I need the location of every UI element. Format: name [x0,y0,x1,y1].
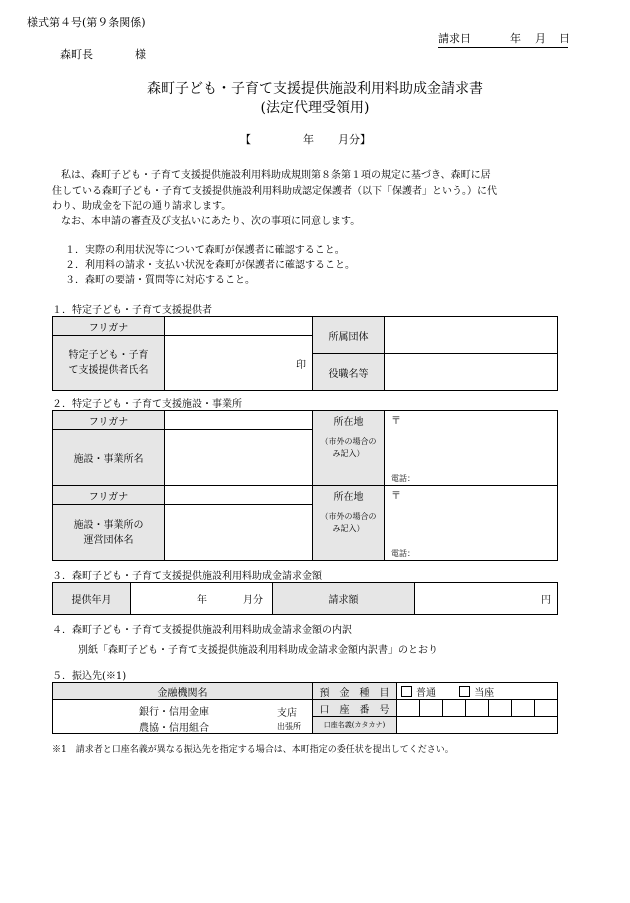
addressee: 森町長 [60,48,93,61]
yen-unit: 円 [541,595,551,606]
intro-line-1: 私は、森町子ども・子育て支援提供施設利用料助成規則第８条第１項の規定に基づき、森町に居 [61,170,491,181]
form-number: 様式第４号(第９条関係) [27,16,146,29]
account-number-label: 口 座 番 号 [313,700,397,717]
section4-note: 別紙「森町子ども・子育て支援提供施設利用料助成金請求金額内訳書」のとおり [78,645,438,656]
provider-position-field[interactable] [385,354,558,391]
provision-month-field[interactable] [131,583,273,615]
section4-heading: ４．森町子ども・子育て支援提供施設利用料助成金請求金額の内訳 [52,625,352,636]
account-digit[interactable] [489,700,512,717]
provider-table [52,316,558,391]
postal-mark: 〒 [391,491,401,502]
amount-label: 請求額 [273,583,415,615]
operator-location-field[interactable] [385,486,558,561]
intro-line-3: わり、助成金を下記の通り請求します。 [52,201,232,212]
facility-name-field[interactable] [165,430,313,486]
facility-furigana-field[interactable] [165,411,313,430]
operator-location-label: 所在地 [313,486,385,505]
request-date-month: 月 [535,32,546,45]
period-year: 年 [303,133,314,146]
account-digit[interactable] [397,700,420,717]
account-digit[interactable] [466,700,489,717]
provision-year-unit: 年 [197,595,207,606]
operator-name-label: 施設・事業所の 運営団体名 [53,505,165,561]
branch-label-2: 出張所 [277,722,301,731]
request-date-label: 請求日 [438,32,471,45]
facility-location-field[interactable] [385,411,558,486]
section3-heading: ３．森町子ども・子育て支援提供施設利用料助成金請求金額 [52,571,322,582]
checkbox-icon[interactable] [401,686,412,697]
facility-table [52,410,558,561]
request-date-year: 年 [510,32,521,45]
provider-position-label: 役職名等 [313,354,385,391]
phone-label: 電話： [391,549,415,558]
bank-types-2: 農協・信用組合 [139,723,209,734]
account-holder-label: 口座名義(カタカナ) [313,717,397,734]
period-open-bracket: 【 [240,133,251,146]
bank-name-field[interactable] [53,700,313,734]
account-digit[interactable] [443,700,466,717]
provision-month-label: 提供年月 [53,583,131,615]
provider-org-field[interactable] [385,317,558,354]
provider-name-label: 特定子ども・子育 て支援提供者氏名 [53,336,165,391]
agreement-item: １．実際の利用状況等について森町が保護者に確認すること。 [65,245,345,256]
request-date[interactable] [438,30,568,48]
agreement-item: ３．森町の要請・質問等に対応すること。 [65,275,255,286]
facility-furigana-label: フリガナ [53,411,165,430]
operator-location-note: （市外の場合の み記入） [313,505,385,561]
branch-label-1: 支店 [277,708,297,719]
section2-heading: ２．特定子ども・子育て支援施設・事業所 [52,399,242,410]
addressee-honorific: 様 [135,48,146,61]
account-digit[interactable] [420,700,443,717]
deposit-type-label: 預 金 種 目 [313,683,397,700]
operator-furigana-field[interactable] [165,486,313,505]
provider-org-label: 所属団体 [313,317,385,354]
account-digit[interactable] [512,700,535,717]
section5-heading: ５．振込先(※1) [52,671,127,682]
intro-line-4: なお、本申請の審査及び支払いにあたり、次の事項に同意します。 [61,216,361,227]
operator-name-field[interactable] [165,505,313,561]
postal-mark: 〒 [391,416,401,427]
operator-furigana-label: フリガナ [53,486,165,505]
intro-line-2: 住している森町子ども・子育て支援提供施設利用料助成認定保護者（以下「保護者」という。）に代 [52,186,497,197]
seal-mark: 印 [296,359,306,371]
bank-name-label: 金融機関名 [53,683,313,700]
ordinary-option[interactable]: 普通 [401,688,436,699]
bank-table [52,682,558,734]
document-subtitle: (法定代理受領用) [260,100,370,116]
period-month: 月分】 [338,133,371,146]
request-date-day: 日 [559,32,570,45]
current-option[interactable]: 当座 [459,688,494,699]
provider-furigana-field[interactable] [165,317,313,336]
account-holder-field[interactable] [397,717,558,734]
bank-types-1: 銀行・信用金庫 [139,707,209,718]
footnote: ※1 請求者と口座名義が異なる振込先を指定する場合は、本町指定の委任状を提出してください。 [52,745,454,755]
amount-field[interactable] [415,583,558,615]
section1-heading: １．特定子ども・子育て支援提供者 [52,305,212,316]
amount-table [52,582,558,615]
deposit-type-field [397,683,558,700]
provision-month-unit: 月分 [243,595,263,606]
facility-location-label: 所在地 [313,411,385,430]
provider-name-field[interactable] [165,336,313,391]
checkbox-icon[interactable] [459,686,470,697]
account-digit[interactable] [535,700,558,717]
agreement-item: ２．利用料の請求・支払い状況を森町が保護者に確認すること。 [65,260,355,271]
facility-name-label: 施設・事業所名 [53,430,165,486]
provider-furigana-label: フリガナ [53,317,165,336]
facility-location-note: （市外の場合の み記入） [313,430,385,486]
document-title: 森町子ども・子育て支援提供施設利用料助成金請求書 [147,81,483,97]
phone-label: 電話： [391,474,415,483]
